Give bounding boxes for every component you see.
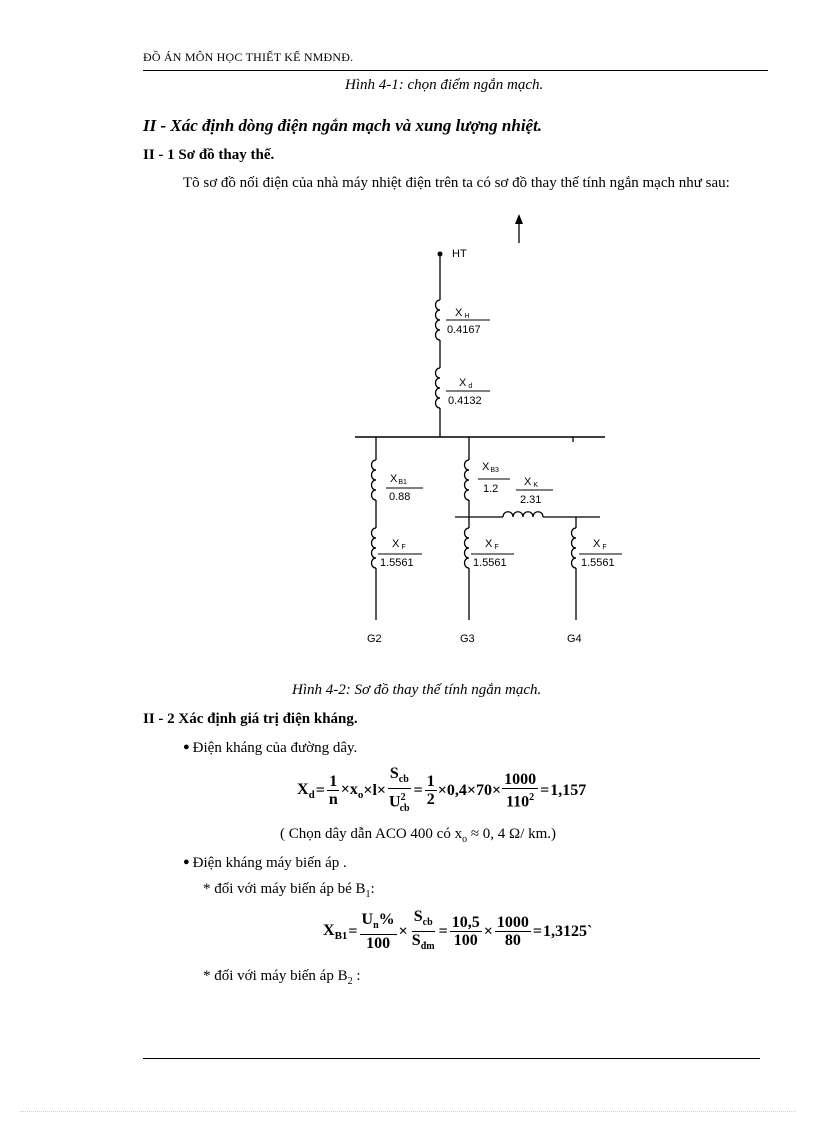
- xk-symbol: X K: [524, 476, 539, 489]
- xf-g3-coil: [465, 528, 470, 568]
- xf-g3-symbol: X F: [485, 538, 499, 551]
- bullet-dot-icon: ●: [183, 741, 190, 753]
- formula1-fraction-3: $\frac{1}{2}$: [426, 773, 435, 809]
- xb3-coil: [465, 460, 470, 500]
- note-conductor: ( Chọn dây dẫn ACO 400 có $x_o \approx 0$, 4 Ω/ km.): [280, 826, 557, 845]
- section-title: II - Xác định dòng điện ngắn mạch và xung lượng nhiệt.: [143, 116, 543, 135]
- transformer-b1-label: * đối với máy biến áp bé $B_1$:: [203, 881, 375, 900]
- xf-g2-symbol: X F: [392, 538, 406, 551]
- formula1-fraction-2: $\frac{S_{cb}}{U^2_{cb}}$: [389, 765, 410, 814]
- formula1-lhs: $X_d$: [297, 780, 315, 801]
- xh-symbol: X H: [455, 307, 470, 320]
- figure-caption-4-2: Hình 4-2: Sơ đồ thay thế tính ngắn mạch.: [292, 682, 542, 698]
- system-arrow-head: [515, 214, 523, 224]
- xb1-symbol: XB1: [390, 473, 407, 486]
- xf-g3-value: 1.5561: [473, 557, 507, 569]
- formula2-fraction-2: $\frac{S_{cb}}{S_{đm}}$: [411, 908, 435, 953]
- formula2-fraction-3: $\frac{10,5}{100}$: [451, 914, 480, 950]
- formula2-fraction-4: $\frac{1000}{80}$: [496, 914, 529, 950]
- document-header: ĐỒ ÁN MÔN HỌC THIẾT KẾ NMĐNĐ.: [143, 50, 354, 64]
- formula-line-reactance: $X_d$ = $\frac{1}{n}$ $\times x_o$ ×l× $\frac{S_{cb}}{U^2_{cb}}$ = $\frac{1}{2}$ ×0,4×70× $\frac{1000}{110^2}$ = 1,157: [297, 765, 586, 817]
- xb1-value: 0.88: [389, 491, 411, 503]
- xh-coil: [436, 300, 441, 340]
- bullet-line-transformer: ● Điện kháng máy biến áp .: [183, 855, 347, 871]
- formula1-result: 1,157: [550, 781, 587, 799]
- formula1-fraction-4: $\frac{1000}{110^2}$: [504, 771, 537, 811]
- transformer-b2-label: * đối với máy biến áp $B_2$ :: [203, 968, 361, 987]
- formula1-mid-2: ×l×: [363, 781, 387, 799]
- bullet-line-reactance: ● Điện kháng của đường dây.: [183, 740, 358, 756]
- generator-g2-label: G2: [367, 633, 382, 645]
- generator-g4-label: G4: [567, 633, 582, 645]
- xb1-coil: [372, 460, 377, 500]
- subsection-title-1: II - 1 Sơ đồ thay thế.: [143, 147, 275, 163]
- xf-g2-coil: [372, 528, 377, 568]
- xf-g4-symbol: X F: [593, 538, 607, 551]
- ht-label: HT: [452, 248, 467, 260]
- formula2-lhs: $X_{B1}$: [323, 921, 348, 942]
- intro-paragraph-text: Tõ sơ đồ nối điện của nhà máy nhiệt điện trên ta có sơ đồ thay thế tính ngắn mạch như sau:: [183, 175, 730, 191]
- formula-transformer-b1: $X_{B1}$ = $\frac{U_n\%}{100}$ × $\frac{S_{cb}}{S_{đm}}$ = $\frac{10,5}{100}$ × $\frac{1000}{80}$ = 1,3125`: [323, 908, 592, 955]
- xb3-value: 1.2: [483, 483, 499, 495]
- page-bottom-dotted-edge: [20, 1111, 796, 1112]
- xf-g4-value: 1.5561: [581, 557, 615, 569]
- generator-g3-label: G3: [460, 633, 475, 645]
- formula1-mid-3: ×0,4×70×: [437, 781, 502, 799]
- xd-symbol: Xd: [459, 377, 473, 390]
- xd-value: 0.4132: [448, 395, 482, 407]
- bullet-dot-icon: ●: [183, 856, 190, 868]
- xk-value: 2.31: [520, 494, 542, 506]
- xk-coil: [503, 512, 543, 517]
- footer-divider: [143, 1058, 760, 1059]
- xh-value: 0.4167: [447, 324, 481, 336]
- xd-coil: [436, 368, 441, 408]
- figure-caption-4-1: Hình 4-1: chọn điểm ngắn mạch.: [345, 77, 544, 93]
- subsection-title-2: II - 2 Xác định giá trị điện kháng.: [143, 711, 358, 727]
- formula2-result: 1,3125`: [542, 922, 593, 940]
- formula1-mid-1: $\times x_o$: [340, 780, 364, 801]
- xf-g2-value: 1.5561: [380, 557, 414, 569]
- formula2-fraction-1: $\frac{U_n\%}{100}$: [361, 911, 395, 953]
- ht-node: [438, 252, 443, 257]
- formula1-fraction-1: $\frac{1}{n}$: [328, 773, 338, 809]
- xb3-symbol: XB3: [482, 461, 499, 474]
- xf-g4-coil: [572, 528, 577, 568]
